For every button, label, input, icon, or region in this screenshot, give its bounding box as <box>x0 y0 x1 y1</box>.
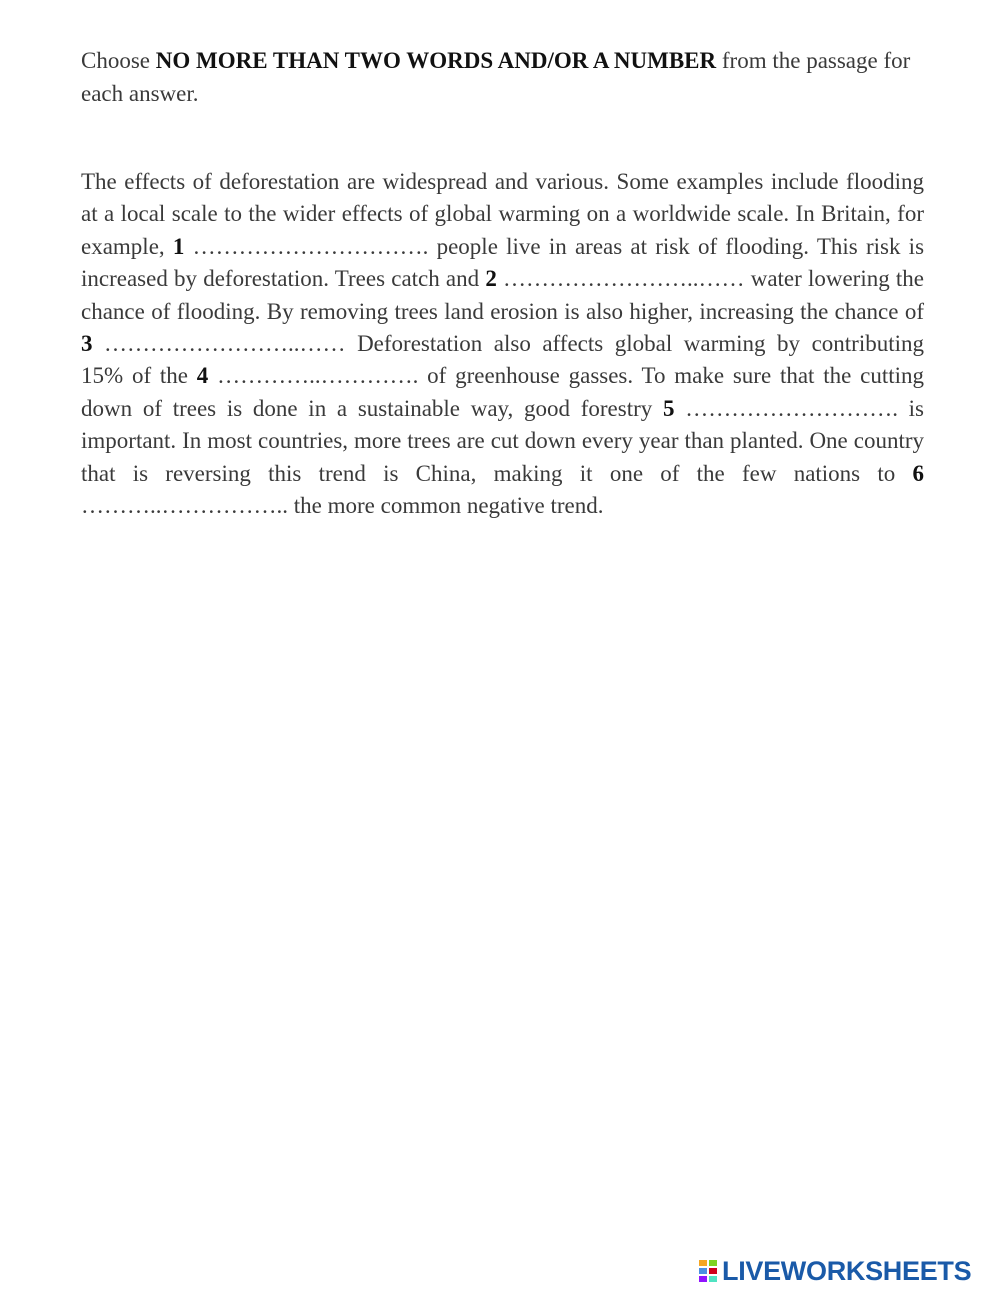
answer-blank-6[interactable]: ………..…………….. <box>81 493 294 519</box>
instructions-emphasis: NO MORE THAN TWO WORDS AND/OR A NUMBER <box>155 48 717 73</box>
answer-blank-3[interactable]: ……………………..…… <box>92 331 358 357</box>
logo-block <box>698 1259 708 1267</box>
logo-block <box>708 1275 718 1283</box>
instructions-text-end: from the passage for each answer. <box>81 48 911 106</box>
passage-text: of greenhouse gasses. To make sure that the cutting down of trees is done in a sustainable way, good forestry <box>81 363 925 421</box>
logo-block <box>698 1275 708 1283</box>
question-number-2: 2 <box>485 266 497 292</box>
passage-text: is important. In most countries, more trees are cut down every year than planted. One country that is reversing this trend is China, making it one of the few nations to <box>81 395 925 486</box>
question-number-1: 1 <box>172 233 185 259</box>
liveworksheets-logo-icon <box>698 1259 718 1283</box>
instructions <box>81 44 924 110</box>
question-number-3: 3 <box>81 331 93 357</box>
passage-text: The effects of deforestation are widespread and various. Some examples include flooding at a local scale to the wider effects of global warming on a worldwide scale. In Britain, for example, <box>81 169 924 259</box>
logo-block <box>698 1267 708 1275</box>
instructions-text: Choose <box>81 48 156 73</box>
worksheet-page <box>81 44 924 522</box>
answer-blank-1[interactable]: …………………………. <box>184 233 437 259</box>
passage-text: the more common negative trend. <box>293 493 604 519</box>
question-number-6: 6 <box>912 460 924 486</box>
logo-block <box>708 1259 718 1267</box>
reading-passage <box>81 166 924 522</box>
answer-blank-5[interactable]: ………………………. <box>674 395 909 421</box>
logo-block <box>708 1267 718 1275</box>
answer-blank-2[interactable]: ……………………..…… <box>496 266 751 292</box>
passage-text: Deforestation also affects global warming by contributing 15% of the <box>81 331 924 389</box>
passage-text: water lowering the chance of flooding. By removing trees land erosion is also higher, increasing the chance of <box>81 266 925 324</box>
answer-blank-4[interactable]: …………..…………. <box>208 363 428 389</box>
passage-text: people live in areas at risk of flooding. This risk is increased by deforestation. Trees catch and <box>81 233 925 292</box>
liveworksheets-logo[interactable] <box>698 1256 971 1286</box>
logo-text: LIVEWORKSHEETS <box>722 1256 972 1286</box>
question-number-5: 5 <box>662 395 675 421</box>
question-number-4: 4 <box>196 363 209 389</box>
